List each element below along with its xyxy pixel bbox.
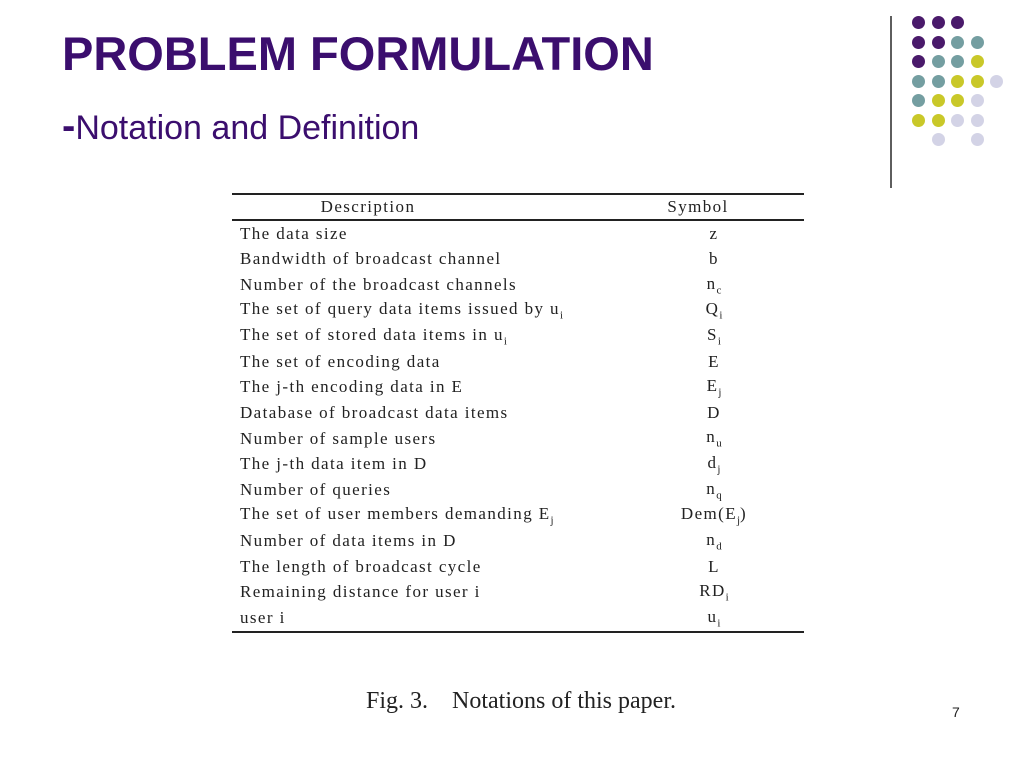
symbol-cell	[564, 451, 804, 477]
slide-subtitle	[62, 104, 419, 150]
decorative-dot	[912, 36, 925, 49]
symbol-cell	[564, 247, 804, 273]
decorative-dot	[951, 16, 964, 29]
decorative-dot	[971, 36, 984, 49]
table-row	[232, 451, 804, 477]
description-cell	[232, 375, 564, 401]
symbol-text: n	[706, 478, 717, 498]
symbol-text: b	[709, 249, 719, 269]
slide-title: PROBLEM FORMULATION	[62, 27, 654, 80]
header-symbol: Symbol	[564, 194, 804, 220]
header-description: Description	[232, 194, 564, 220]
table-row	[232, 220, 804, 247]
symbol-subscript: i	[719, 309, 723, 322]
description-text: The j-th data item in D	[240, 454, 428, 474]
symbol-cell	[564, 528, 804, 554]
decorative-dot	[951, 36, 964, 49]
decorative-dot	[951, 75, 964, 88]
decorative-dot	[932, 16, 945, 29]
decorative-dot	[971, 94, 984, 107]
description-cell	[232, 220, 564, 247]
symbol-subscript: i	[717, 335, 721, 348]
page-number: 7	[952, 704, 960, 720]
symbol-text: n	[706, 529, 717, 549]
symbol-cell	[564, 503, 804, 529]
decorative-dot	[912, 94, 925, 107]
decorative-dot	[971, 75, 984, 88]
description-cell	[232, 605, 564, 632]
decorative-dot	[932, 94, 945, 107]
table-row	[232, 349, 804, 375]
figure-caption: Fig. 3. Notations of this paper.	[366, 688, 676, 714]
table-row	[232, 400, 804, 426]
description-text: The j-th encoding data in E	[240, 377, 464, 397]
description-cell	[232, 247, 564, 273]
decorative-dot	[932, 133, 945, 146]
symbol-text: Q	[705, 299, 720, 319]
symbol-subscript: i	[725, 591, 729, 604]
symbol-cell	[564, 349, 804, 375]
symbol-text: n	[706, 273, 717, 293]
symbol-text: u	[707, 606, 718, 626]
notation-table	[232, 193, 804, 633]
description-text: The set of stored data items in u	[240, 324, 504, 344]
symbol-text: Dem(E	[680, 504, 737, 524]
description-cell	[232, 451, 564, 477]
table-row	[232, 579, 804, 605]
description-text: user i	[240, 607, 286, 627]
description-text: Bandwidth of broadcast channel	[240, 249, 502, 269]
decorative-dot	[951, 94, 964, 107]
symbol-subscript: c	[716, 284, 722, 297]
decorative-dot	[932, 55, 945, 68]
description-cell	[232, 503, 564, 529]
symbol-cell	[564, 298, 804, 324]
table-header-row	[232, 194, 804, 220]
symbol-subscript: u	[716, 437, 722, 450]
table-row	[232, 298, 804, 324]
table-row	[232, 272, 804, 298]
description-cell	[232, 477, 564, 503]
description-text: The set of user members demanding E	[240, 504, 551, 524]
symbol-text: d	[707, 452, 718, 472]
symbol-cell	[564, 477, 804, 503]
description-subscript: i	[559, 309, 563, 322]
symbol-subscript: i	[717, 616, 721, 629]
description-text: The length of broadcast cycle	[240, 556, 482, 576]
decorative-dot	[971, 55, 984, 68]
description-text: Number of the broadcast channels	[240, 274, 518, 294]
symbol-subscript: j	[718, 386, 722, 399]
table-body	[232, 220, 804, 632]
symbol-cell	[564, 554, 804, 580]
symbol-suffix: )	[740, 504, 748, 524]
decorative-dot	[971, 114, 984, 127]
symbol-subscript: j	[736, 514, 741, 527]
description-cell	[232, 272, 564, 298]
table-row	[232, 605, 804, 632]
decorative-dot	[951, 55, 964, 68]
symbol-text: E	[708, 351, 720, 371]
description-cell	[232, 426, 564, 452]
symbol-text: L	[708, 556, 720, 576]
decorative-dot	[912, 75, 925, 88]
symbol-cell	[564, 220, 804, 247]
description-text: Number of data items in D	[240, 530, 457, 550]
symbol-text: D	[707, 402, 721, 422]
table-row	[232, 247, 804, 273]
description-text: The data size	[240, 223, 348, 243]
symbol-text: z	[709, 223, 719, 243]
description-subscript: j	[550, 514, 554, 527]
description-subscript: i	[503, 335, 507, 348]
description-text: Database of broadcast data items	[240, 402, 509, 422]
symbol-subscript: j	[717, 463, 721, 476]
decorative-dot	[990, 75, 1003, 88]
table-row	[232, 503, 804, 529]
description-text: The set of encoding data	[240, 351, 441, 371]
decorative-dot	[951, 114, 964, 127]
symbol-cell	[564, 323, 804, 349]
symbol-subscript: d	[716, 540, 722, 553]
symbol-cell	[564, 426, 804, 452]
table-row	[232, 477, 804, 503]
symbol-cell	[564, 375, 804, 401]
description-cell	[232, 554, 564, 580]
subtitle-text: Notation and Definition	[75, 109, 420, 147]
symbol-text: RD	[699, 580, 726, 600]
symbol-cell	[564, 272, 804, 298]
decorative-dot	[912, 16, 925, 29]
symbol-cell	[564, 605, 804, 632]
description-cell	[232, 528, 564, 554]
decorative-dot	[912, 55, 925, 68]
description-text: Remaining distance for user i	[240, 582, 481, 602]
table-row	[232, 528, 804, 554]
symbol-subscript: q	[716, 488, 722, 501]
symbol-text: S	[707, 324, 718, 344]
decorative-dot	[912, 114, 925, 127]
decorative-dot	[932, 114, 945, 127]
decorative-dot	[932, 36, 945, 49]
table-row	[232, 375, 804, 401]
symbol-text: E	[706, 376, 719, 396]
symbol-text: n	[706, 427, 717, 447]
subtitle-dash: -	[62, 104, 76, 148]
table-row	[232, 554, 804, 580]
description-text: Number of sample users	[240, 428, 437, 448]
description-cell	[232, 349, 564, 375]
symbol-cell	[564, 579, 804, 605]
description-cell	[232, 400, 564, 426]
table-row	[232, 323, 804, 349]
description-cell	[232, 323, 564, 349]
description-text: Number of queries	[240, 479, 392, 499]
table-row	[232, 426, 804, 452]
decorative-divider	[890, 16, 892, 188]
decorative-dot	[932, 75, 945, 88]
description-cell	[232, 579, 564, 605]
description-text: The set of query data items issued by u	[240, 299, 560, 319]
description-cell	[232, 298, 564, 324]
decorative-dot	[971, 133, 984, 146]
symbol-cell	[564, 400, 804, 426]
